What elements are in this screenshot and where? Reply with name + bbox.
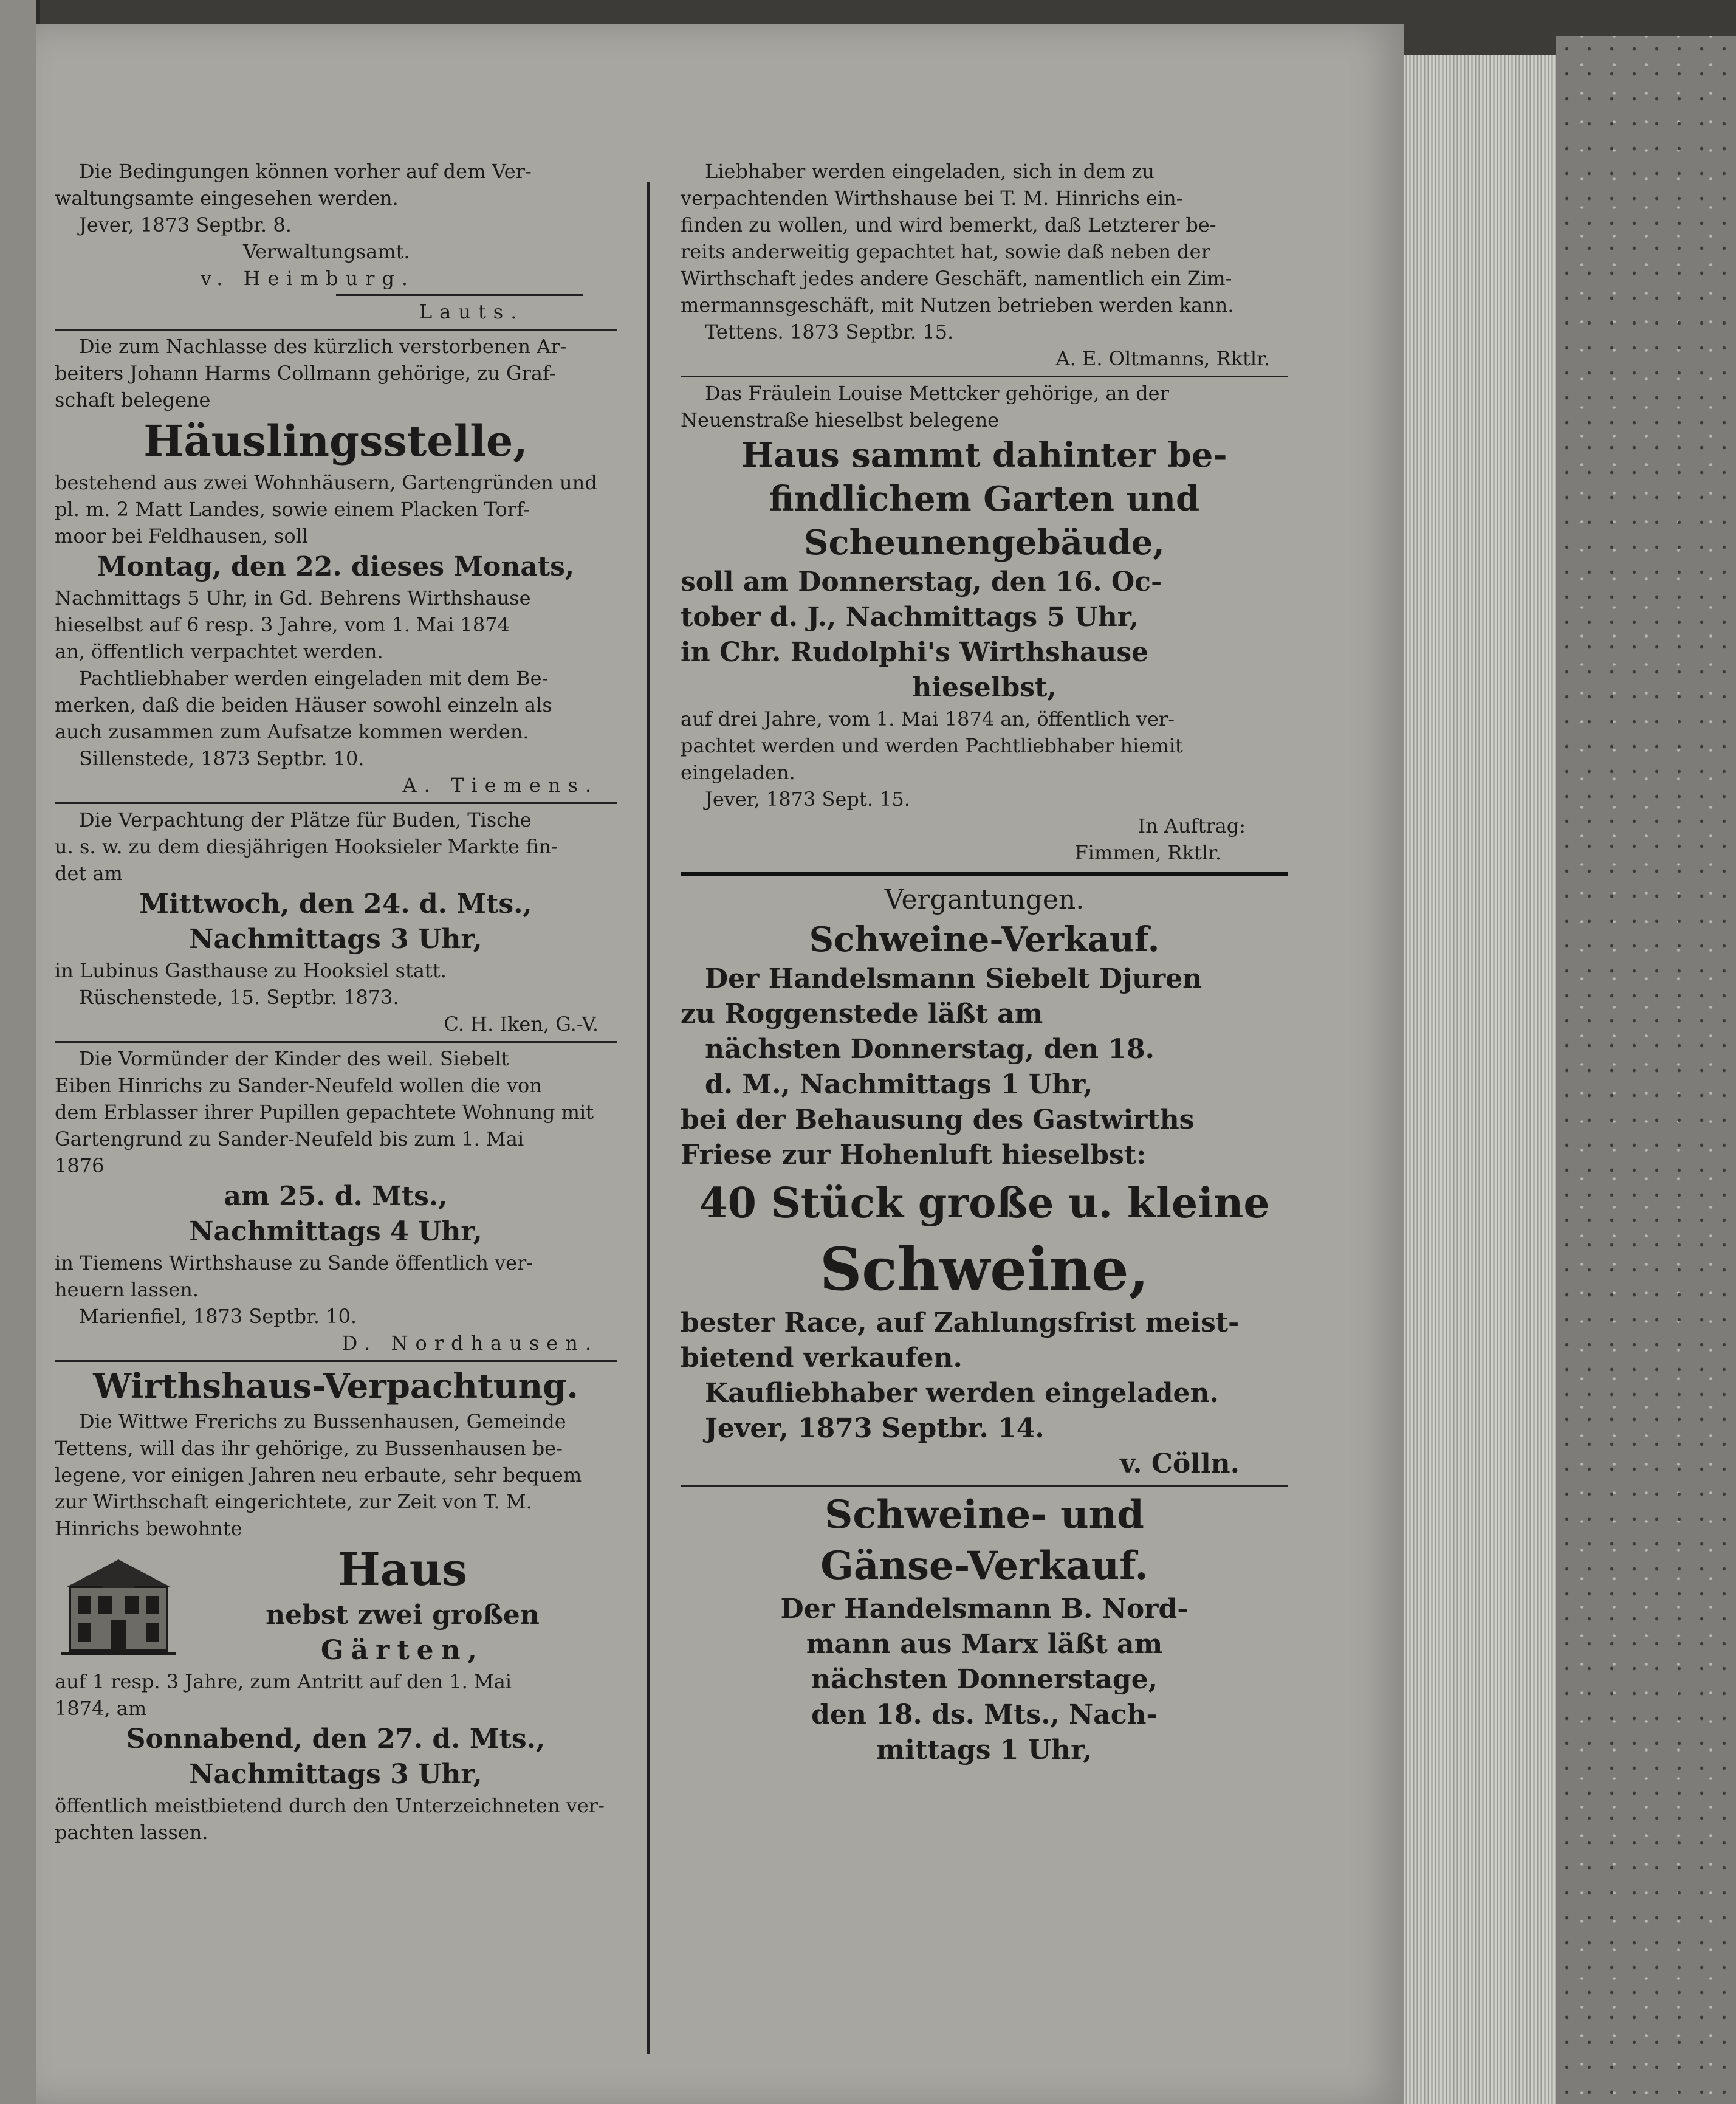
divider [681, 1485, 1288, 1487]
text-line: öffentlich meistbietend durch den Unterzeichneten ver- [55, 1794, 605, 1817]
text-line: bestehend aus zwei Wohnhäusern, Gartengründen und [55, 471, 597, 494]
text-line: Gartengrund zu Sander-Neufeld bis zum 1. Mai [55, 1127, 524, 1150]
notice-wirthshaus-verpachtung [55, 1364, 617, 1846]
text-line: auf drei Jahre, vom 1. Mai 1874 an, öffentlich ver- [681, 707, 1175, 731]
headline: Scheunengebäude, [804, 523, 1165, 563]
big-headline: Schweine, [819, 1235, 1150, 1304]
divider [336, 294, 583, 296]
text-line: Das Fräulein Louise Mettcker gehörige, an der [705, 382, 1169, 405]
mid-line: tober d. J., Nachmittags 5 Uhr, [681, 602, 1139, 633]
headline: Wirthshaus-Verpachtung. [93, 1366, 578, 1406]
headline: Gänse-Verkauf. [820, 1543, 1148, 1589]
signer: Lauts. [419, 300, 524, 323]
mid-line: d. M., Nachmittags 1 Uhr, [705, 1069, 1093, 1100]
signer: D. Nordhausen. [341, 1332, 599, 1355]
text-line: verpachtenden Wirthshause bei T. M. Hinrichs ein- [681, 187, 1183, 210]
text-line: merken, daß die beiden Häuser sowohl einzeln als [55, 693, 552, 717]
text-line: Die Verpachtung der Plätze für Buden, Tische [79, 808, 532, 831]
text-line: legene, vor einigen Jahren neu erbaute, sehr bequem [55, 1463, 582, 1487]
house-illustration-icon [55, 1550, 182, 1660]
text-line: auf 1 resp. 3 Jahre, zum Antritt auf den 1. Mai [55, 1670, 512, 1693]
divider [55, 329, 617, 331]
text-line: Eiben Hinrichs zu Sander-Neufeld wollen die von [55, 1074, 542, 1097]
text-line: 1874, am [55, 1697, 147, 1720]
notice-hooksiel-markt [55, 806, 617, 1037]
date-headline: Sonnabend, den 27. d. Mts., [126, 1724, 546, 1755]
house-line: Gärten, [321, 1635, 484, 1666]
notice-schweine-verkauf [681, 918, 1288, 1482]
text-line: heuern lassen. [55, 1278, 199, 1301]
text-line: zur Wirthschaft eingerichtete, zur Zeit von T. M. [55, 1490, 532, 1513]
signer: v. Cölln. [1120, 1448, 1240, 1479]
mid-line: Der Handelsmann Siebelt Djuren [705, 963, 1203, 994]
text-line: beiters Johann Harms Collmann gehörige, zu Graf- [55, 362, 556, 385]
left-column [55, 158, 617, 1849]
text-line: eingeladen. [681, 761, 795, 784]
previous-page-edge [0, 0, 40, 2104]
text-line: waltungsamte eingesehen werden. [55, 187, 399, 210]
big-line: 40 Stück große u. kleine [699, 1179, 1270, 1228]
mid-line: den 18. ds. Mts., Nach- [811, 1699, 1158, 1730]
text-line: det am [55, 862, 123, 885]
signer: v. Heimburg. [201, 267, 416, 290]
time-headline: Nachmittags 4 Uhr, [189, 1216, 482, 1247]
section-divider [681, 872, 1288, 876]
book-cover-edge [1556, 36, 1736, 2104]
dateline: Sillenstede, 1873 Septbr. 10. [79, 747, 365, 770]
text-line: Hinrichs bewohnte [55, 1517, 242, 1540]
date-headline: Montag, den 22. dieses Monats, [97, 551, 575, 582]
headline: Schweine-Verkauf. [809, 920, 1160, 960]
text-line: reits anderweitig gepachtet hat, sowie daß neben der [681, 240, 1210, 263]
text-line: auch zusammen zum Aufsatze kommen werden. [55, 720, 529, 743]
text-line: Wirthschaft jedes andere Geschäft, namentlich ein Zim- [681, 267, 1232, 290]
text-line: Die Vormünder der Kinder des weil. Siebelt [79, 1047, 509, 1070]
mid-line: in Chr. Rudolphi's Wirthshause [681, 637, 1149, 668]
mid-line: zu Roggenstede läßt am [681, 999, 1043, 1030]
headline: Schweine- und [825, 1492, 1144, 1538]
date-headline: Mittwoch, den 24. d. Mts., [139, 889, 532, 920]
notice-haus-neuenstrasse [681, 380, 1288, 866]
mid-line: soll am Donnerstag, den 16. Oc- [681, 566, 1162, 597]
text-line: finden zu wollen, und wird bemerkt, daß Letzterer be- [681, 213, 1216, 236]
date-headline: am 25. d. Mts., [224, 1181, 448, 1212]
text-line: pachten lassen. [55, 1821, 208, 1844]
dateline: Marienfiel, 1873 Septbr. 10. [79, 1305, 357, 1328]
right-column [681, 158, 1288, 1772]
text-line: in Tiemens Wirthshause zu Sande öffentlich ver- [55, 1251, 533, 1274]
house-block [55, 1542, 617, 1668]
mid-line: nächsten Donnerstage, [811, 1664, 1158, 1695]
book-page-edges [1404, 55, 1556, 2104]
mid-line: mann aus Marx läßt am [806, 1629, 1163, 1660]
office: Verwaltungsamt. [243, 240, 410, 263]
mid-line: Kaufliebhaber werden eingeladen. [705, 1378, 1219, 1409]
text-line: Tettens, will das ihr gehörige, zu Bussenhausen be- [55, 1437, 563, 1460]
mid-line: bei der Behausung des Gastwirths [681, 1104, 1195, 1135]
notice-vormuender [55, 1045, 617, 1356]
text-line: Pachtliebhaber werden eingeladen mit dem Be- [79, 667, 549, 690]
divider [55, 802, 617, 804]
notice-haeuslingsstelle [55, 333, 617, 799]
time-headline: Nachmittags 3 Uhr, [189, 924, 482, 955]
signer: Fimmen, Rktlr. [1074, 841, 1221, 864]
text-line: mermannsgeschäft, mit Nutzen betrieben werden kann. [681, 294, 1234, 317]
divider [55, 1041, 617, 1043]
headline: Haus sammt dahinter be- [741, 435, 1227, 475]
mid-line: bester Race, auf Zahlungsfrist meist- [681, 1307, 1240, 1338]
time-headline: Nachmittags 3 Uhr, [189, 1759, 482, 1790]
column-rule [647, 182, 650, 2054]
text-line: 1876 [55, 1154, 105, 1177]
notice-wirthshaus-continued [681, 158, 1288, 372]
text-line: Neuenstraße hieselbst belegene [681, 408, 1000, 431]
dateline: Rüschenstede, 15. Septbr. 1873. [79, 986, 399, 1009]
text-line: Nachmittags 5 Uhr, in Gd. Behrens Wirthshause [55, 586, 531, 610]
text-line: hieselbst auf 6 resp. 3 Jahre, vom 1. Mai 1874 [55, 613, 510, 636]
signer: A. E. Oltmanns, Rktlr. [1055, 347, 1270, 370]
headline: findlichem Garten und [769, 479, 1200, 519]
text-line: Die Wittwe Frerichs zu Bussenhausen, Gemeinde [79, 1410, 566, 1433]
signer: C. H. Iken, G.-V. [444, 1012, 599, 1036]
dateline: Jever, 1873 Sept. 15. [705, 788, 910, 811]
mid-line: nächsten Donnerstag, den 18. [705, 1034, 1154, 1065]
signer: A. Tiemens. [402, 774, 599, 797]
mid-line: mittags 1 Uhr, [876, 1734, 1093, 1765]
text-line: pachtet werden und werden Pachtliebhaber hiemit [681, 734, 1183, 757]
text-line: moor bei Feldhausen, soll [55, 524, 309, 548]
section-heading: Vergantungen. [884, 884, 1085, 915]
text-line: in Lubinus Gasthause zu Hooksiel statt. [55, 959, 447, 982]
notice-verwaltungsamt [55, 158, 617, 325]
text-line: dem Erblasser ihrer Pupillen gepachtete Wohnung mit [55, 1101, 594, 1124]
mid-line: hieselbst, [912, 672, 1057, 703]
dateline: Tettens. 1873 Septbr. 15. [705, 320, 954, 343]
mid-line: Jever, 1873 Septbr. 14. [705, 1413, 1045, 1444]
text-line: schaft belegene [55, 388, 211, 411]
notice-schweine-gaense-verkauf [681, 1490, 1288, 1768]
text-line: u. s. w. zu dem diesjährigen Hooksieler Markte fin- [55, 835, 558, 858]
text-line: Liebhaber werden eingeladen, sich in dem zu [705, 160, 1154, 183]
text-line: an, öffentlich verpachtet werden. [55, 640, 383, 663]
text-line: pl. m. 2 Matt Landes, sowie einem Placken Torf- [55, 498, 530, 521]
house-headline: Haus [337, 1544, 468, 1596]
headline: Häuslingsstelle, [143, 416, 528, 466]
mid-line: Friese zur Hohenluft hieselbst: [681, 1140, 1147, 1171]
text-line: Die Bedingungen können vorher auf dem Ver- [79, 160, 532, 183]
mid-line: bietend verkaufen. [681, 1343, 962, 1373]
dateline: Jever, 1873 Septbr. 8. [79, 213, 292, 236]
divider [681, 376, 1288, 377]
text-line: Die zum Nachlasse des kürzlich verstorbenen Ar- [79, 335, 567, 358]
house-line: nebst zwei großen [266, 1600, 540, 1631]
commission: In Auftrag: [1137, 814, 1246, 837]
divider [55, 1360, 617, 1362]
mid-line: Der Handelsmann B. Nord- [780, 1593, 1189, 1624]
